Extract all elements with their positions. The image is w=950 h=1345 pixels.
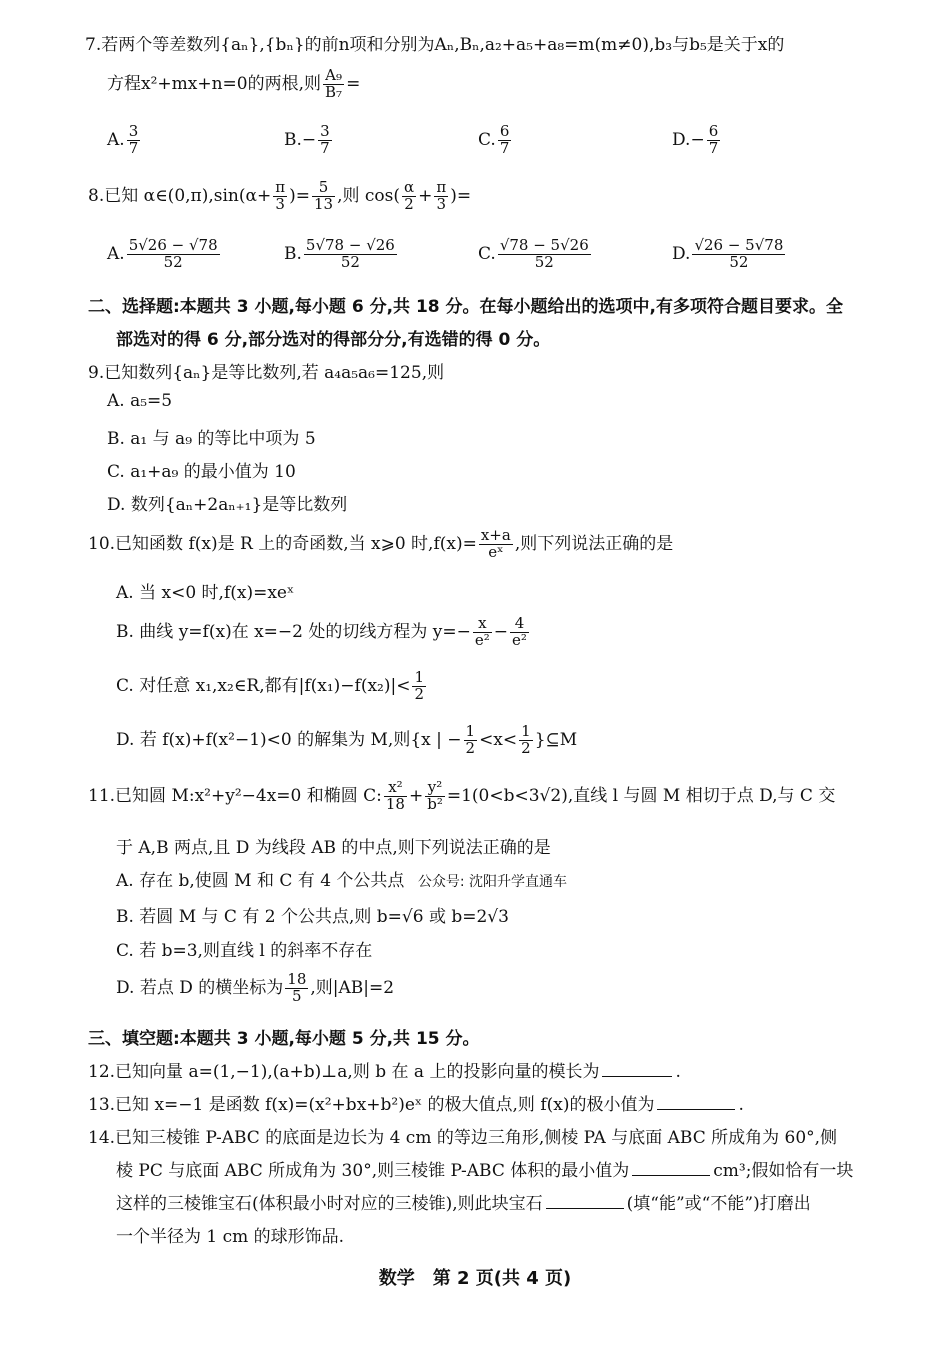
section-2-heading-cont: 部选对的得 6 分,部分选对的得部分分,有选错的得 0 分。 <box>116 330 551 350</box>
q8-stem: 8.已知 α∈(0,π),sin(α+ $\frac{\pi}{3}$ )= $\frac{5}{13}$ ,则 cos( $\frac{\alpha}{2}$ + $\frac{\pi}{3}$ )= <box>88 178 472 213</box>
q9-option-d: D. 数列{aₙ+2aₙ₊₁}是等比数列 <box>107 495 348 515</box>
section-2-heading: 二、选择题:本题共 3 小题,每小题 6 分,共 18 分。在每小题给出的选项中,有多项符合题目要求。全 <box>88 297 843 317</box>
q10-option-a: A. 当 x<0 时,f(x)=xeˣ <box>116 583 295 603</box>
q14-volume-blank[interactable] <box>632 1161 710 1176</box>
q10-stem: 10.已知函数 f(x)是 R 上的奇函数,当 x⩾0 时,f(x)= $\frac{x+a}{\text{eˣ}}$ ,则下列说法正确的是 <box>88 526 674 561</box>
q8-option-a: A. $\frac{5√26 - √78}{52}$ <box>107 236 218 271</box>
q8-option-d: D. $\frac{√26 - 5√78}{52}$ <box>672 236 784 271</box>
q13-answer-blank[interactable] <box>657 1095 735 1110</box>
q11-option-b: B. 若圆 M 与 C 有 2 个公共点,则 b=√6 或 b=2√3 <box>116 907 509 927</box>
q10-option-b: B. 曲线 y=f(x)在 x=−2 处的切线方程为 y=− $\frac{x}{\text{e²}}$ − $\frac{4}{\text{e²}}$ <box>116 614 527 649</box>
q14-stem-line4: 一个半径为 1 cm 的球形饰品. <box>116 1227 345 1247</box>
q11-stem-cont: 于 A,B 两点,且 D 为线段 AB 的中点,则下列说法正确的是 <box>116 838 551 858</box>
watermark-text: 公众号: 沈阳升学直通车 <box>417 874 568 890</box>
page-footer: 数学 第 2 页(共 4 页) <box>378 1268 572 1289</box>
q9-stem: 9.已知数列{aₙ}是等比数列,若 a₄a₅a₆=125,则 <box>88 363 445 383</box>
q10-option-c: C. 对任意 x₁,x₂∈R,都有|f(x₁)−f(x₂)|< $\frac{1}{2}$ <box>116 668 425 703</box>
q14-possibility-blank[interactable] <box>546 1194 624 1209</box>
q9-option-c: C. a₁+a₉ 的最小值为 10 <box>107 462 296 482</box>
q10-option-d: D. 若 f(x)+f(x²−1)<0 的解集为 M,则{x | − $\frac{1}{2}$ <x< $\frac{1}{2}$ }⊆M <box>116 722 578 757</box>
q9-option-b: B. a₁ 与 a₉ 的等比中项为 5 <box>107 429 316 449</box>
q7-option-a: A. $\frac{3}{7}$ <box>107 122 139 157</box>
q8-option-b: B. $\frac{5√78 - √26}{52}$ <box>284 236 395 271</box>
q9-option-a: A. a₅=5 <box>107 391 173 411</box>
q12-answer-blank[interactable] <box>602 1062 672 1077</box>
q7-option-b: B.− $\frac{3}{7}$ <box>284 122 330 157</box>
q7-cut-line: 7.若两个等差数列{aₙ},{bₙ}的前n项和分别为Aₙ,Bₙ,a₂+a₅+a₈=m(m≠0),b₃与b₅是关于x的 <box>85 36 785 52</box>
q8-option-c: C. $\frac{√78 - 5√26}{52}$ <box>478 236 589 271</box>
q7-fraction: $\frac{\text{A₉}}{\text{B₇}}$ <box>325 66 343 101</box>
q12-stem: 12.已知向量 a=(1,−1),(a+b)⊥a,则 b 在 a 上的投影向量的模长为 . <box>88 1062 681 1082</box>
q14-stem-line3: 这样的三棱锥宝石(体积最小时对应的三棱锥),则此块宝石 (填“能”或“不能”)打磨出 <box>116 1194 811 1214</box>
q14-stem-line2: 棱 PC 与底面 ABC 所成角为 30°,则三棱锥 P-ABC 体积的最小值为 cm³;假如恰有一块 <box>116 1161 854 1181</box>
q7-option-c: C. $\frac{6}{7}$ <box>478 122 510 157</box>
q11-option-a: A. 存在 b,使圆 M 和 C 有 4 个公共点 公众号: 沈阳升学直通车 <box>116 871 568 891</box>
q7-stem: 方程x²+mx+n=0的两根,则 $\frac{\text{A₉}}{\text{B₇}}$ = <box>107 66 361 101</box>
section-3-heading: 三、填空题:本题共 3 小题,每小题 5 分,共 15 分。 <box>88 1029 480 1049</box>
q13-stem: 13.已知 x=−1 是函数 f(x)=(x²+bx+b²)eˣ 的极大值点,则 f(x)的极小值为 . <box>88 1095 744 1115</box>
q7-option-d: D.− $\frac{6}{7}$ <box>672 122 719 157</box>
q11-option-d: D. 若点 D 的横坐标为 $\frac{18}{5}$ ,则|AB|=2 <box>116 970 395 1005</box>
q11-option-c: C. 若 b=3,则直线 l 的斜率不存在 <box>116 941 373 961</box>
q11-stem: 11.已知圆 M:x²+y²−4x=0 和椭圆 C: $\frac{\text{x²}}{18}$ + $\frac{\text{y²}}{\text{b²}}$ =1(0<b<3√2),直线 l 与圆 M 相切于点 D,与 C 交 <box>88 778 836 813</box>
q14-stem: 14.已知三棱锥 P-ABC 的底面是边长为 4 cm 的等边三角形,侧棱 PA 与底面 ABC 所成角为 60°,侧 <box>88 1128 838 1148</box>
